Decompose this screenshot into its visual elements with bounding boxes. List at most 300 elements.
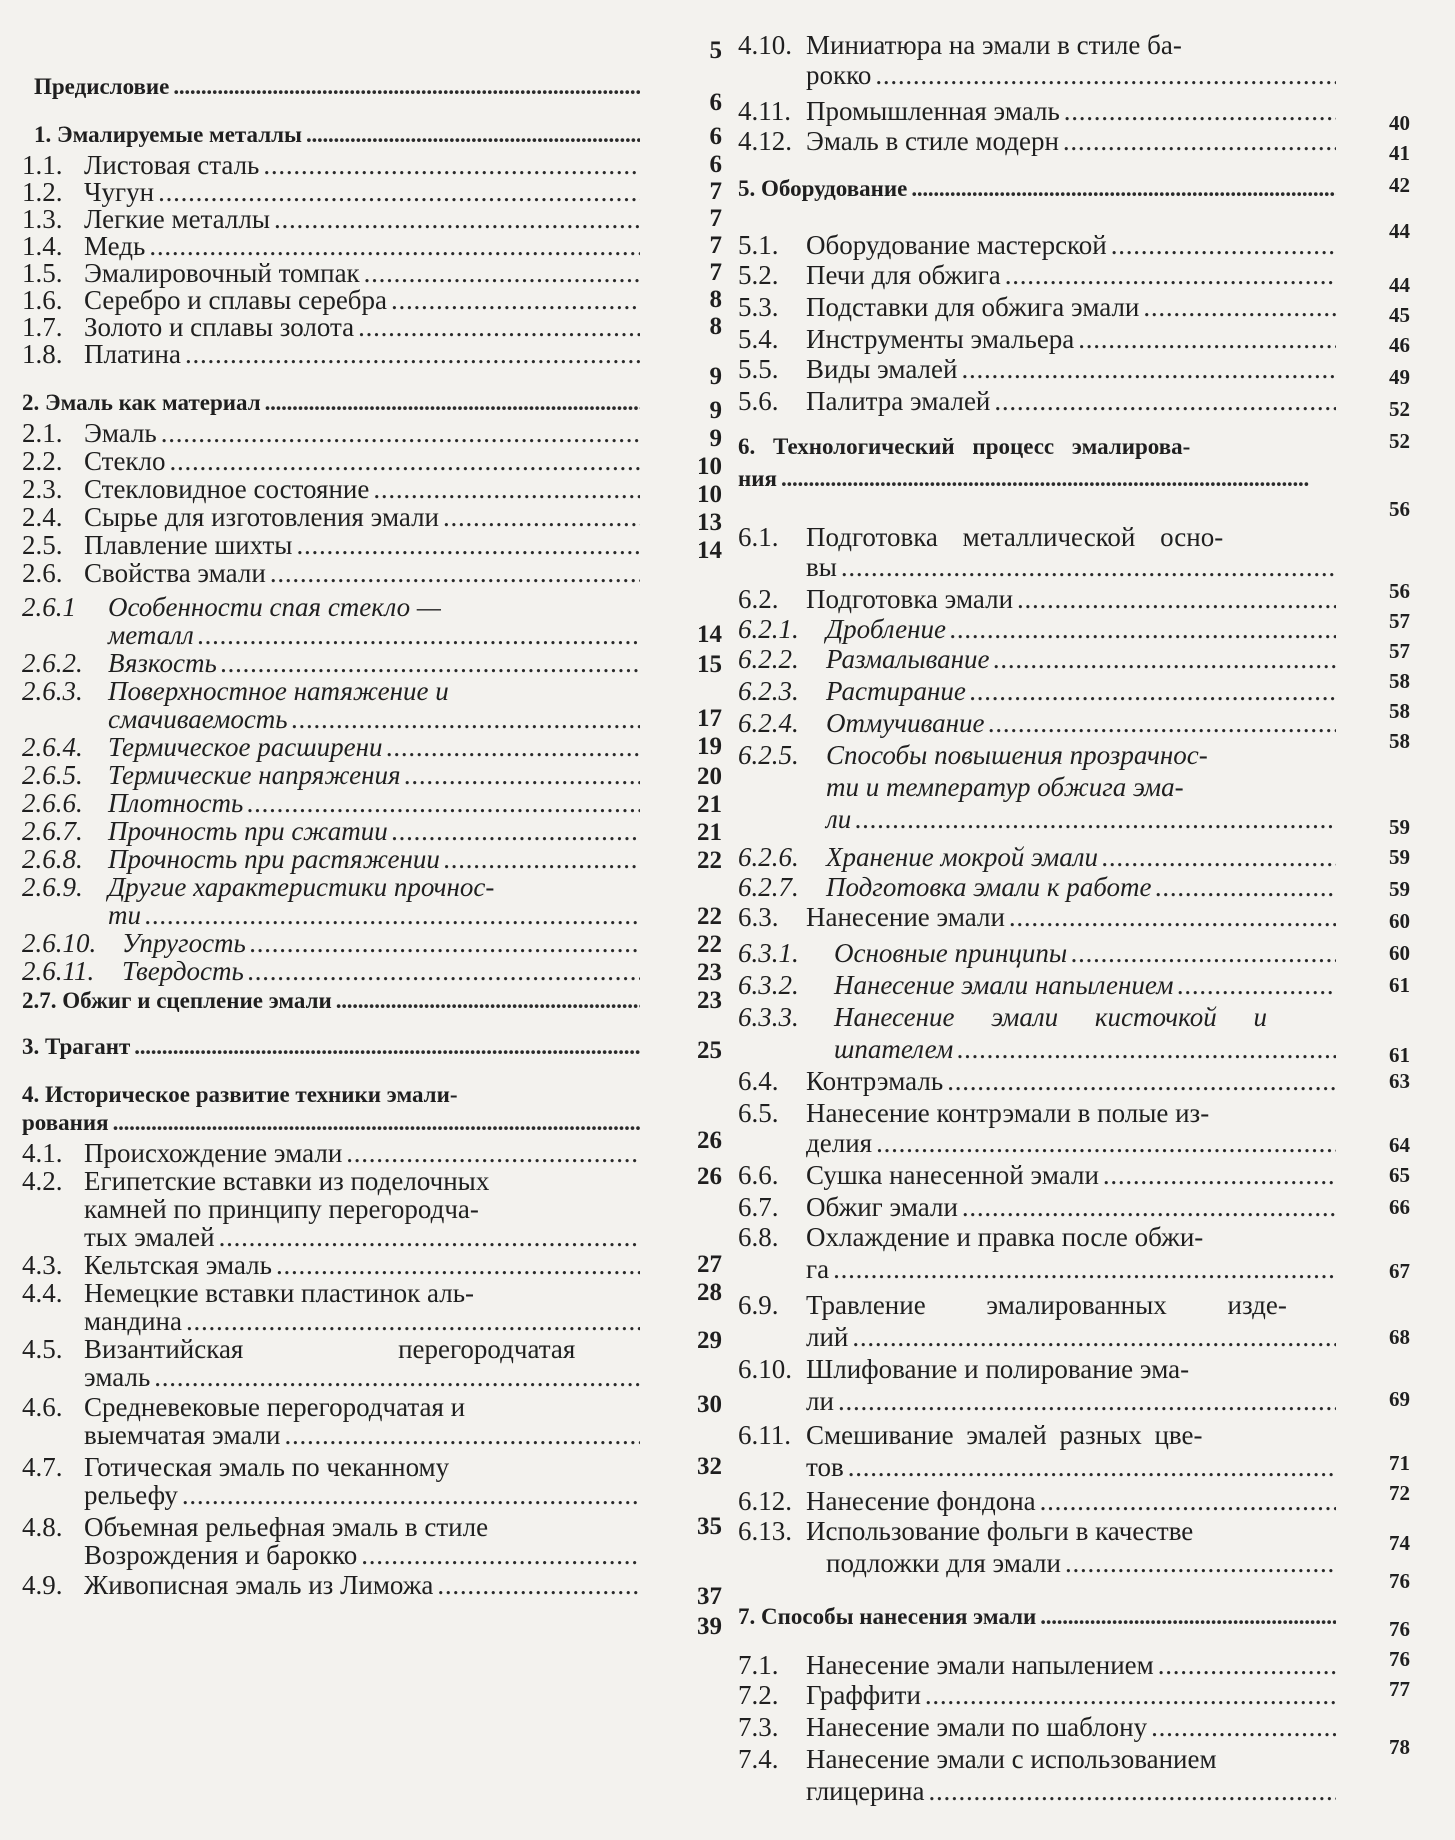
page-number: 22 — [697, 847, 722, 874]
toc-entry[interactable] — [22, 1138, 644, 1168]
dot-leader — [198, 620, 640, 650]
entry-title: смачиваемость — [108, 704, 288, 734]
toc-entry[interactable] — [22, 648, 644, 678]
entry-title: Медь — [84, 231, 146, 261]
toc-entry[interactable] — [22, 339, 644, 369]
entry-number: 6.8. — [738, 1222, 779, 1252]
entry-number: 6.2.5. — [738, 740, 799, 770]
entry-title: Происхождение эмали — [84, 1138, 343, 1168]
entry-title: Сырье для изготовления эмали — [84, 502, 439, 532]
page-number: 20 — [697, 763, 722, 790]
entry-title: Основные принципы — [834, 938, 1068, 968]
entry-title: Серебро и сплавы серебра — [84, 285, 388, 315]
entry-number: 6.3.3. — [738, 1002, 799, 1032]
entry-title: тов — [806, 1452, 844, 1482]
dot-leader — [296, 530, 640, 560]
toc-entry-continued[interactable] — [108, 704, 644, 734]
entry-title: 3. Трагант — [22, 1034, 131, 1059]
entry-title: ти — [108, 900, 141, 930]
toc-entry[interactable] — [738, 614, 1340, 644]
entry-title: Стекловидное состояние — [84, 474, 370, 504]
toc-entry-continued[interactable] — [806, 552, 1340, 582]
entry-title: Обжиг эмали — [806, 1192, 958, 1222]
page-number: 7 — [709, 205, 722, 232]
dot-leader — [113, 1108, 640, 1138]
dot-leader — [248, 956, 640, 986]
toc-entry-continued[interactable] — [84, 1306, 644, 1336]
entry-number: 5.5. — [738, 354, 779, 384]
toc-entry[interactable] — [22, 558, 644, 588]
dot-leader — [1111, 230, 1336, 260]
toc-entry[interactable] — [22, 986, 644, 1016]
toc-entry[interactable] — [738, 1744, 1340, 1774]
page-number: 69 — [1389, 1387, 1410, 1411]
entry-title: Особенности спая стекло — — [108, 592, 441, 622]
entry-number: 1.8. — [22, 339, 63, 369]
entry-title: Эмаль — [84, 418, 157, 448]
page-number: 42 — [1389, 173, 1410, 197]
entry-title: 5. Оборудование — [738, 176, 908, 201]
dot-leader — [364, 258, 640, 288]
page-number: 60 — [1389, 909, 1410, 933]
toc-entry[interactable] — [738, 1712, 1340, 1742]
entry-number: 2.6.3. — [22, 676, 83, 706]
entry-number: 4.10. — [738, 30, 792, 60]
toc-entry-continued[interactable] — [806, 1128, 1340, 1158]
entry-title: Подготовка металлической осно- — [806, 522, 1224, 552]
dot-leader — [1005, 260, 1336, 290]
toc-entry[interactable] — [738, 96, 1340, 126]
toc-chapter-4[interactable] — [22, 1080, 644, 1110]
dot-leader — [925, 1680, 1336, 1710]
toc-entry[interactable] — [22, 474, 644, 504]
dot-leader — [1158, 1650, 1336, 1680]
entry-number: 6.2.6. — [738, 842, 799, 872]
entry-title: металл — [108, 620, 194, 650]
entry-number: 4.12. — [738, 126, 792, 156]
page-number: 7 — [709, 178, 722, 205]
entry-number: 2.6. — [22, 558, 63, 588]
entry-title: Шлифование и полирование эма- — [806, 1354, 1190, 1384]
entry-title: ния — [738, 466, 777, 491]
toc-entry-continued[interactable] — [806, 60, 1340, 90]
entry-title: Платина — [84, 339, 181, 369]
page-number: 10 — [697, 481, 722, 508]
entry-title: Подготовка эмали к работе — [826, 872, 1152, 902]
toc-entry[interactable] — [738, 1192, 1340, 1222]
toc-entry-continued[interactable] — [84, 1480, 644, 1510]
entry-title: ти и температур обжига эма- — [826, 772, 1184, 802]
entry-number: 6.3. — [738, 902, 779, 932]
page-number: 65 — [1389, 1163, 1410, 1187]
entry-number: 2.6.11. — [22, 956, 95, 986]
toc-entry[interactable] — [738, 1002, 1340, 1032]
entry-number: 2.1. — [22, 418, 63, 448]
entry-title: Листовая сталь — [84, 150, 260, 180]
toc-entry[interactable] — [738, 1354, 1340, 1384]
toc-entry[interactable] — [738, 708, 1340, 738]
entry-title: Инструменты эмальера — [806, 324, 1075, 354]
entry-number: 6.1. — [738, 522, 779, 552]
toc-chapter-2[interactable] — [22, 388, 644, 418]
page-number: 49 — [1389, 365, 1410, 389]
dot-leader — [306, 120, 640, 150]
toc-entry[interactable] — [738, 872, 1340, 902]
entry-title: 2.7. Обжиг и сцепление эмали — [22, 988, 332, 1013]
entry-number: 1.3. — [22, 204, 63, 234]
page-number: 37 — [697, 1583, 722, 1610]
entry-number: 2.6.4. — [22, 732, 83, 762]
toc-entry-continued[interactable] — [108, 620, 644, 650]
page-number: 76 — [1389, 1617, 1410, 1641]
toc-entry[interactable] — [22, 177, 644, 207]
entry-title: выемчатая эмали — [84, 1420, 281, 1450]
entry-title: 2. Эмаль как материал — [22, 390, 261, 415]
entry-number: 5.2. — [738, 260, 779, 290]
toc-entry[interactable] — [738, 260, 1340, 290]
toc-entry-continued[interactable] — [806, 1452, 1340, 1482]
entry-number: 6.2.3. — [738, 676, 799, 706]
toc-entry-continued[interactable] — [108, 900, 644, 930]
entry-number: 6.12. — [738, 1486, 792, 1516]
page-number: 67 — [1389, 1259, 1410, 1283]
entry-title: Смешивание эмалей разных цве- — [806, 1420, 1203, 1450]
page-number: 8 — [709, 286, 722, 313]
toc-entry-continued[interactable] — [738, 464, 1340, 494]
page-number: 58 — [1389, 729, 1410, 753]
entry-number: 5.3. — [738, 292, 779, 322]
entry-number: 2.6.6. — [22, 788, 83, 818]
toc-entry[interactable] — [738, 842, 1340, 872]
toc-entry[interactable] — [738, 676, 1340, 706]
toc-entry[interactable] — [22, 788, 644, 818]
entry-title: Прочность при растяжении — [108, 844, 440, 874]
toc-entry-continued[interactable] — [806, 1776, 1340, 1806]
toc-chapter-6[interactable] — [738, 432, 1340, 462]
toc-entry[interactable] — [738, 644, 1340, 674]
page-number: 17 — [697, 705, 722, 732]
toc-entry[interactable] — [738, 1486, 1340, 1516]
toc-entry[interactable] — [22, 1278, 644, 1308]
toc-entry-continued[interactable] — [806, 1386, 1340, 1416]
toc-entry[interactable] — [738, 902, 1340, 932]
page-number: 72 — [1389, 1481, 1410, 1505]
toc-entry[interactable] — [738, 1222, 1340, 1252]
entry-number: 6.2.1. — [738, 614, 799, 644]
toc-entry[interactable] — [738, 522, 1340, 552]
dot-leader — [437, 1570, 640, 1600]
toc-entry[interactable] — [22, 928, 644, 958]
dot-leader — [346, 1138, 640, 1168]
entry-number: 1.1. — [22, 150, 63, 180]
entry-number: 2.6.5. — [22, 760, 83, 790]
entry-title: Виды эмалей — [806, 354, 958, 384]
entry-number: 6.9. — [738, 1290, 779, 1320]
toc-entry-continued[interactable] — [826, 772, 1340, 802]
entry-title: Легкие металлы — [84, 204, 270, 234]
toc-entry-continued[interactable] — [22, 1108, 644, 1138]
dot-leader — [1040, 1486, 1336, 1516]
entry-title: Промышленная эмаль — [806, 96, 1060, 126]
toc-entry-continued[interactable] — [84, 1540, 644, 1570]
entry-title: Поверхностное натяжение и — [108, 676, 449, 706]
toc-entry[interactable] — [22, 592, 587, 622]
dot-leader — [841, 552, 1336, 582]
entry-title: Нанесение эмали по шаблону — [806, 1712, 1148, 1742]
toc-entry[interactable] — [738, 740, 1340, 770]
toc-entry[interactable] — [22, 872, 644, 902]
entry-title: делия — [806, 1128, 873, 1158]
entry-number: 6.7. — [738, 1192, 779, 1222]
toc-entry[interactable] — [22, 312, 644, 342]
dot-leader — [161, 418, 640, 448]
dot-leader — [994, 386, 1336, 416]
dot-leader — [392, 816, 640, 846]
toc-entry[interactable] — [738, 584, 1340, 614]
toc-entry[interactable] — [22, 1452, 644, 1482]
entry-number: 6.10. — [738, 1354, 792, 1384]
toc-entry[interactable] — [738, 126, 1340, 156]
toc-entry[interactable] — [22, 1166, 644, 1196]
dot-leader — [961, 354, 1336, 384]
entry-number: 6.2.2. — [738, 644, 799, 674]
toc-entry[interactable] — [738, 970, 1340, 1000]
dot-leader — [386, 732, 640, 762]
toc-entry[interactable] — [22, 285, 644, 315]
entry-title: Термическое расширени — [108, 732, 383, 762]
toc-entry-continued[interactable] — [826, 804, 1340, 834]
toc-entry[interactable] — [738, 1650, 1340, 1680]
page-number: 35 — [697, 1513, 722, 1540]
dot-leader — [1071, 938, 1336, 968]
toc-entry[interactable] — [738, 324, 1340, 354]
entry-title: Византийская перегородчатая — [84, 1334, 576, 1364]
toc-entry[interactable] — [738, 1160, 1340, 1190]
toc-entry[interactable] — [738, 1516, 1340, 1546]
page-number: 40 — [1389, 111, 1410, 135]
entry-title: Размалывание — [826, 644, 990, 674]
page-number: 32 — [697, 1453, 722, 1480]
toc-entry[interactable] — [22, 816, 644, 846]
page-number: 57 — [1389, 609, 1410, 633]
toc-entry[interactable] — [22, 231, 644, 261]
dot-leader — [1078, 324, 1336, 354]
toc-entry[interactable] — [738, 292, 1340, 322]
dot-leader — [443, 502, 640, 532]
page-number: 56 — [1389, 497, 1410, 521]
toc-entry[interactable] — [22, 732, 644, 762]
page-number: 76 — [1389, 1569, 1410, 1593]
entry-title: эмаль — [84, 1362, 151, 1392]
toc-entry[interactable] — [22, 1512, 644, 1542]
dot-leader — [170, 446, 640, 476]
toc-entry[interactable] — [22, 446, 644, 476]
page-number: 23 — [697, 987, 722, 1014]
entry-number: 7.3. — [738, 1712, 779, 1742]
dot-leader — [361, 1540, 640, 1570]
dot-leader — [1017, 584, 1336, 614]
entry-number: 2.2. — [22, 446, 63, 476]
page-number: 29 — [697, 1327, 722, 1354]
dot-leader — [1065, 1548, 1336, 1578]
entry-title: шпателем — [834, 1034, 954, 1064]
dot-leader — [1063, 126, 1336, 156]
toc-entry[interactable] — [738, 1098, 1340, 1128]
toc-entry[interactable] — [738, 354, 1340, 384]
dot-leader — [405, 760, 640, 790]
toc-entry[interactable] — [738, 230, 1340, 260]
toc-entry-continued[interactable] — [84, 1222, 644, 1252]
page-number: 76 — [1389, 1647, 1410, 1671]
entry-number: 2.6.7. — [22, 816, 83, 846]
entry-title: вы — [806, 552, 837, 582]
dot-leader — [285, 1420, 640, 1450]
entry-title: 1. Эмалируемые металлы — [34, 122, 302, 147]
toc-entry[interactable] — [22, 1392, 644, 1422]
entry-title: Нанесение эмали напылением — [834, 970, 1174, 1000]
entry-title: Золото и сплавы золота — [84, 312, 355, 342]
dot-leader — [221, 648, 640, 678]
dot-leader — [145, 900, 640, 930]
entry-title: ли — [806, 1386, 834, 1416]
page-number: 26 — [697, 1163, 722, 1190]
entry-title: мандина — [84, 1306, 182, 1336]
toc-chapter-5[interactable] — [738, 174, 1340, 204]
page-number: 46 — [1389, 333, 1410, 357]
dot-leader — [358, 312, 640, 342]
entry-number: 1.6. — [22, 285, 63, 315]
toc-entry[interactable] — [738, 1680, 1340, 1710]
entry-title: лий — [806, 1322, 849, 1352]
page-number: 6 — [709, 151, 722, 178]
toc-entry[interactable] — [738, 30, 1340, 60]
toc-chapter-1[interactable] — [34, 120, 644, 150]
page-number: 21 — [697, 819, 722, 846]
entry-title: Охлаждение и правка после обжи- — [806, 1222, 1204, 1252]
toc-entry[interactable] — [22, 760, 644, 790]
dot-leader — [185, 339, 640, 369]
dot-leader — [158, 177, 640, 207]
entry-number: 2.6.2. — [22, 648, 83, 678]
page-number: 64 — [1389, 1133, 1410, 1157]
toc-entry-continued[interactable] — [826, 1548, 1340, 1578]
toc-entry[interactable] — [22, 844, 644, 874]
page-number: 59 — [1389, 877, 1410, 901]
dot-leader — [219, 1222, 640, 1252]
page-number: 58 — [1389, 669, 1410, 693]
entry-title: Хранение мокрой эмали — [826, 842, 1098, 872]
toc-entry[interactable] — [738, 1420, 1340, 1450]
entry-title: Нанесение эмали напылением — [806, 1650, 1154, 1680]
dot-leader — [848, 1452, 1336, 1482]
toc-entry[interactable] — [22, 1250, 644, 1280]
toc-entry[interactable] — [22, 956, 644, 986]
entry-title: Вязкость — [108, 648, 217, 678]
entry-number: 4.6. — [22, 1392, 63, 1422]
page-number: 44 — [1389, 273, 1410, 297]
toc-entry[interactable] — [22, 204, 644, 234]
entry-number: 2.5. — [22, 530, 63, 560]
entry-title: 6. Технологический процесс эмалирова- — [738, 434, 1191, 459]
toc-entry[interactable] — [22, 676, 644, 706]
toc-entry-continued[interactable] — [84, 1194, 644, 1224]
entry-number: 7.2. — [738, 1680, 779, 1710]
entry-number: 6.5. — [738, 1098, 779, 1128]
toc-entry[interactable] — [22, 502, 644, 532]
toc-entry[interactable] — [22, 258, 644, 288]
entry-number: 2.3. — [22, 474, 63, 504]
dot-leader — [994, 644, 1336, 674]
page-number: 26 — [697, 1127, 722, 1154]
entry-title: Твердость — [122, 956, 244, 986]
dot-leader — [265, 388, 640, 418]
entry-title: Живописная эмаль из Лиможа — [84, 1570, 434, 1600]
entry-title: Средневековые перегородчатая и — [84, 1392, 466, 1422]
page-number: 74 — [1389, 1531, 1410, 1555]
toc-entry[interactable] — [22, 530, 644, 560]
entry-title: Плавление шихты — [84, 530, 293, 560]
page-number: 41 — [1389, 141, 1410, 165]
dot-leader — [957, 1034, 1336, 1064]
dot-leader — [276, 1250, 640, 1280]
toc-entry[interactable] — [738, 1066, 1340, 1096]
page-number: 8 — [709, 313, 722, 340]
toc-entry[interactable] — [22, 418, 644, 448]
entry-title: га — [806, 1254, 830, 1284]
page-number: 5 — [709, 37, 722, 64]
page-number: 60 — [1389, 941, 1410, 965]
entry-number: 2.6.10. — [22, 928, 97, 958]
toc-entry[interactable] — [738, 1290, 1340, 1320]
toc-entry[interactable] — [22, 1334, 644, 1364]
toc-entry-preface[interactable] — [34, 72, 644, 102]
entry-title: Эмаль в стиле модерн — [806, 126, 1059, 156]
entry-title: подложки для эмали — [826, 1548, 1061, 1578]
page-number: 27 — [697, 1251, 722, 1278]
toc-chapter-3[interactable] — [22, 1032, 644, 1062]
entry-number: 6.3.1. — [738, 938, 799, 968]
page-number: 52 — [1389, 397, 1410, 421]
dot-leader — [1177, 970, 1336, 1000]
entry-number: 4.1. — [22, 1138, 63, 1168]
entry-title: Готическая эмаль по чеканному — [84, 1452, 450, 1482]
toc-entry-continued[interactable] — [84, 1362, 644, 1392]
dot-leader — [391, 285, 640, 315]
page-number: 15 — [697, 651, 722, 678]
toc-chapter-7[interactable] — [738, 1602, 1340, 1632]
toc-entry-continued[interactable] — [834, 1034, 1340, 1064]
toc-entry[interactable] — [738, 938, 1340, 968]
toc-entry-continued[interactable] — [806, 1254, 1340, 1284]
toc-entry[interactable] — [22, 150, 644, 180]
page-number: 66 — [1389, 1195, 1410, 1219]
toc-entry[interactable] — [22, 1570, 644, 1600]
toc-entry[interactable] — [738, 386, 1340, 416]
entry-title: Другие характеристики прочнос- — [108, 872, 495, 902]
dot-leader — [1009, 902, 1336, 932]
toc-entry-continued[interactable] — [84, 1420, 644, 1450]
entry-title: рования — [22, 1110, 109, 1135]
toc-entry-continued[interactable] — [806, 1322, 1340, 1352]
page-number: 45 — [1389, 303, 1410, 327]
dot-leader — [947, 1066, 1336, 1096]
entry-title: Нанесение эмали — [806, 902, 1005, 932]
entry-title: Предисловие — [34, 74, 170, 99]
dot-leader — [911, 174, 1336, 204]
entry-title: Печи для обжига — [806, 260, 1001, 290]
entry-title: Эмалировочный томпак — [84, 258, 360, 288]
entry-number: 6.2.7. — [738, 872, 799, 902]
